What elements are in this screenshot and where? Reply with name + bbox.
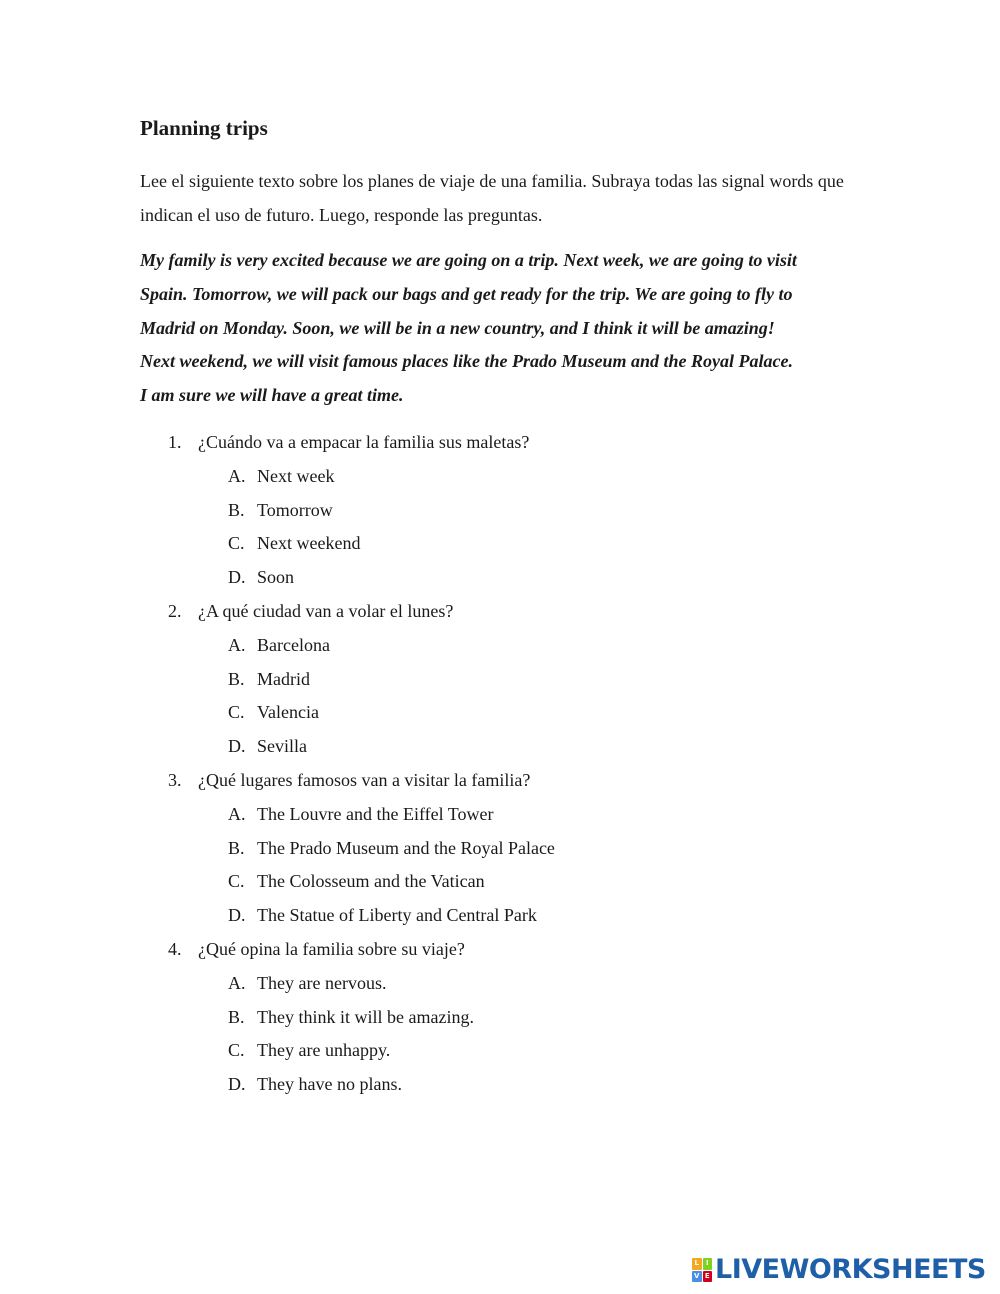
question-text: ¿A qué ciudad van a volar el lunes? xyxy=(198,600,454,621)
answer-options xyxy=(0,629,1000,764)
option-text: They think it will be amazing. xyxy=(257,1006,474,1027)
answer-option-a[interactable] xyxy=(0,967,1000,1001)
option-letter: D. xyxy=(228,905,246,926)
option-text: Sevilla xyxy=(257,736,307,757)
option-letter: A. xyxy=(228,803,246,824)
reading-passage xyxy=(140,244,880,413)
option-letter: A. xyxy=(228,972,246,993)
option-text: Tomorrow xyxy=(257,499,333,520)
answer-option-b[interactable] xyxy=(0,1001,1000,1035)
answer-option-d[interactable] xyxy=(0,1068,1000,1102)
option-letter: C. xyxy=(228,1040,245,1061)
option-text: Madrid xyxy=(257,668,310,689)
logo-mark-tile: I xyxy=(703,1258,713,1270)
instructions: Lee el siguiente texto sobre los planes de viaje de una familia. Subraya todas las signal words que indican el uso de futuro. Luego, responde las preguntas. xyxy=(140,171,844,225)
option-letter: C. xyxy=(228,702,245,723)
answer-options xyxy=(0,967,1000,1102)
option-letter: B. xyxy=(228,837,245,858)
answer-option-c[interactable] xyxy=(0,1034,1000,1068)
option-letter: C. xyxy=(228,871,245,892)
option-letter: D. xyxy=(228,736,246,757)
logo-mark-tile: E xyxy=(703,1271,713,1283)
option-text: The Colosseum and the Vatican xyxy=(257,871,485,892)
logo-mark-tile: V xyxy=(692,1271,702,1283)
answer-option-b[interactable] xyxy=(0,832,1000,866)
option-text: Next weekend xyxy=(257,533,361,554)
answer-option-a[interactable] xyxy=(0,460,1000,494)
answer-option-a[interactable] xyxy=(0,629,1000,663)
answer-option-c[interactable] xyxy=(0,696,1000,730)
option-letter: A. xyxy=(228,465,246,486)
page-title: Planning trips xyxy=(140,116,268,140)
answer-option-d[interactable] xyxy=(0,730,1000,764)
passage-line[interactable]: I am sure we will have a great time. xyxy=(140,385,404,406)
question-number: 1. xyxy=(168,432,182,452)
option-text: Valencia xyxy=(257,702,319,723)
option-letter: D. xyxy=(228,1074,246,1095)
option-text: The Louvre and the Eiffel Tower xyxy=(257,803,494,824)
option-text: They are nervous. xyxy=(257,972,387,993)
question-number: 4. xyxy=(168,938,182,959)
answer-option-d[interactable] xyxy=(0,561,1000,595)
answer-option-a[interactable] xyxy=(0,798,1000,832)
answer-option-d[interactable] xyxy=(0,899,1000,933)
question-1 xyxy=(0,426,1000,595)
option-text: Next week xyxy=(257,465,335,486)
option-text: Soon xyxy=(257,567,295,588)
option-text: They have no plans. xyxy=(257,1074,402,1095)
passage-line[interactable]: Next weekend, we will visit famous places like the Prado Museum and the Royal Palace. xyxy=(140,351,793,372)
option-letter: B. xyxy=(228,499,245,520)
question-number: 2. xyxy=(168,600,182,621)
option-text: The Statue of Liberty and Central Park xyxy=(257,905,537,926)
logo-mark-icon xyxy=(692,1258,712,1282)
passage-line[interactable]: My family is very excited because we are going on a trip. Next week, we are going to visit xyxy=(140,250,797,270)
liveworksheets-logo xyxy=(692,1256,986,1284)
option-text: They are unhappy. xyxy=(257,1040,391,1061)
question-number: 3. xyxy=(168,769,182,790)
logo-text: LIVEWORKSHEETS xyxy=(715,1254,986,1285)
option-text: Barcelona xyxy=(257,634,330,655)
answer-option-b[interactable] xyxy=(0,494,1000,528)
option-letter: C. xyxy=(228,533,245,554)
question-4 xyxy=(0,933,1000,1102)
question-list xyxy=(0,426,1000,1102)
answer-options xyxy=(0,798,1000,933)
option-letter: B. xyxy=(228,668,245,689)
passage-line[interactable]: Spain. Tomorrow, we will pack our bags and get ready for the trip. We are going to fly to xyxy=(140,283,793,304)
answer-options xyxy=(0,460,1000,595)
question-text: ¿Qué lugares famosos van a visitar la familia? xyxy=(198,769,531,790)
answer-option-c[interactable] xyxy=(0,527,1000,561)
passage-line[interactable]: Madrid on Monday. Soon, we will be in a new country, and I think it will be amazing! xyxy=(140,317,775,338)
answer-option-c[interactable] xyxy=(0,865,1000,899)
answer-option-b[interactable] xyxy=(0,663,1000,697)
option-letter: B. xyxy=(228,1006,245,1027)
question-2 xyxy=(0,595,1000,764)
option-letter: D. xyxy=(228,567,246,588)
option-text: The Prado Museum and the Royal Palace xyxy=(257,837,555,858)
option-letter: A. xyxy=(228,634,246,655)
question-3 xyxy=(0,764,1000,933)
logo-mark-tile: L xyxy=(692,1258,702,1270)
question-text: ¿Cuándo va a empacar la familia sus maletas? xyxy=(198,432,530,452)
question-text: ¿Qué opina la familia sobre su viaje? xyxy=(198,938,465,959)
